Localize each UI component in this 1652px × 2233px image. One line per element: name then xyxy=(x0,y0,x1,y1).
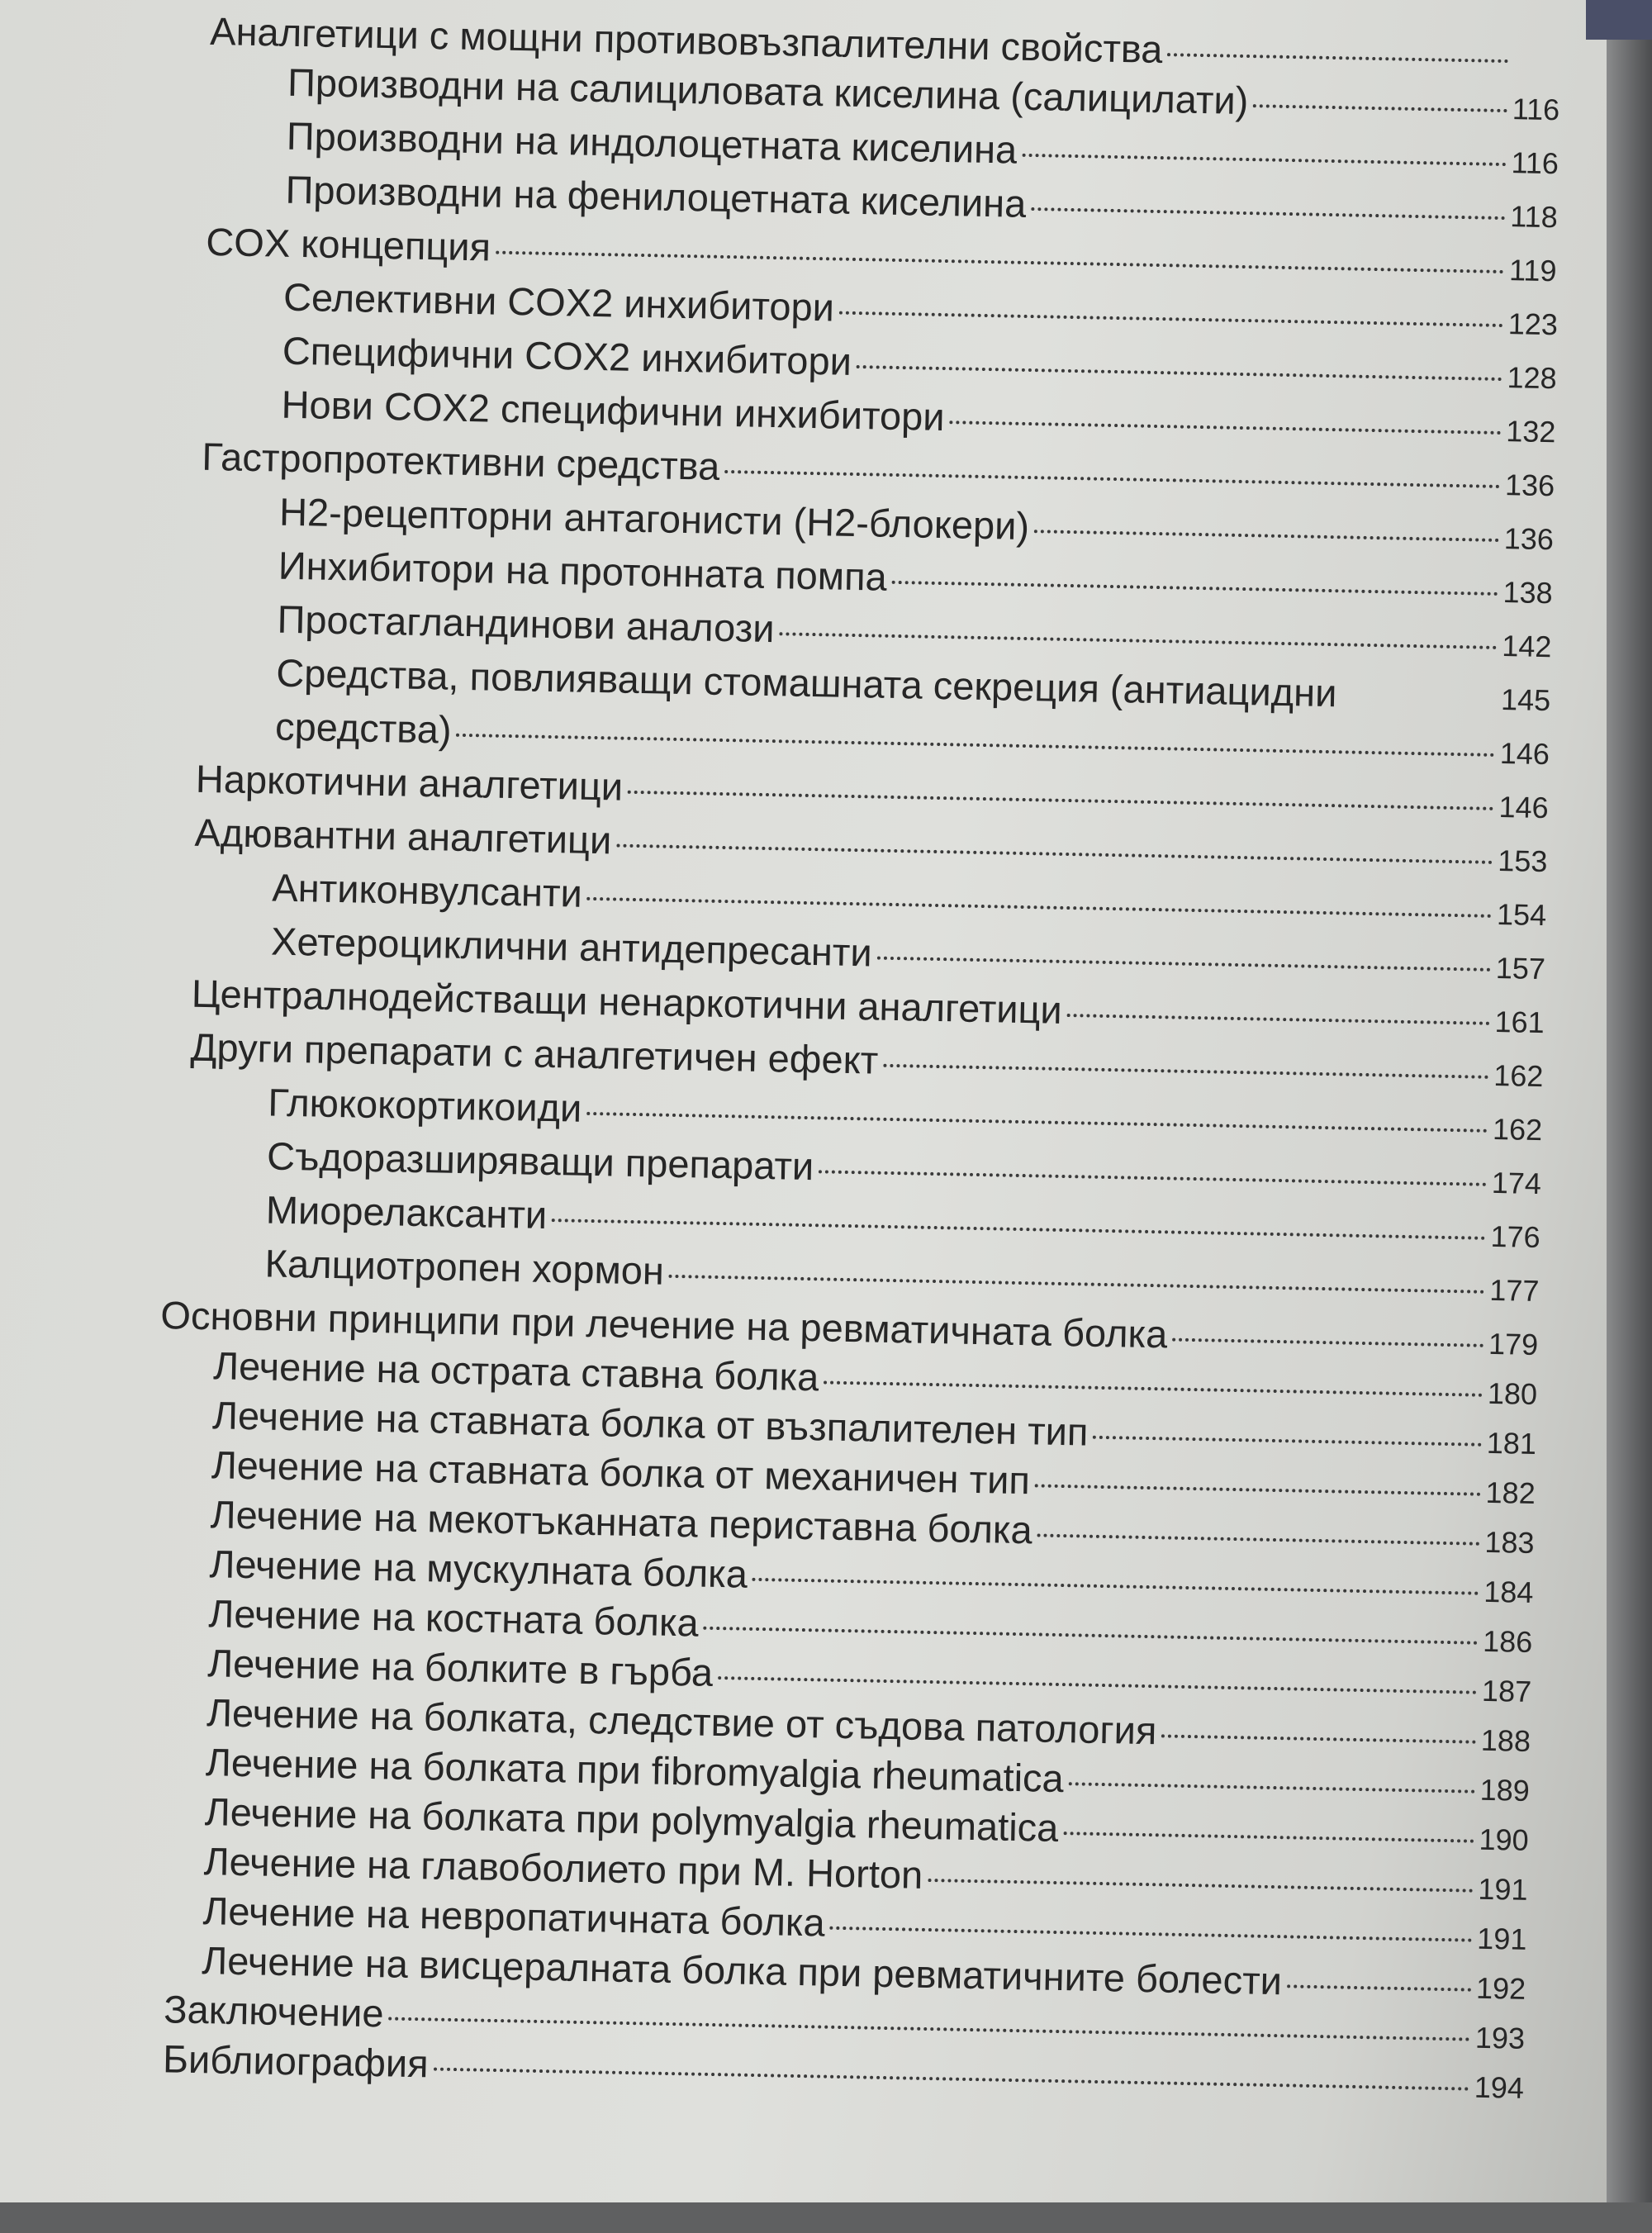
toc-entry-title: Лечение на главоболието при M. Horton xyxy=(203,1839,923,1897)
toc-entry-page: 191 xyxy=(1478,1871,1528,1907)
toc-entry-title: Нови COX2 специфични инхибитори xyxy=(281,382,946,439)
dot-leader xyxy=(892,581,1498,596)
toc-entry-page: 193 xyxy=(1474,2020,1526,2055)
dot-leader xyxy=(1067,1014,1490,1025)
dot-leader xyxy=(434,2068,1469,2091)
toc-entry-title: Производни на салициловата киселина (салицилати) xyxy=(287,59,1249,123)
toc-entry-page: 161 xyxy=(1494,1004,1545,1040)
toc-entry-page: 192 xyxy=(1475,1970,1526,2006)
toc-entry-page: 184 xyxy=(1483,1574,1534,1609)
toc-entry-title: Библиография xyxy=(162,2036,430,2086)
toc-entry-page: 180 xyxy=(1487,1375,1538,1412)
toc-entry-title: Хетероциклични антидепресанти xyxy=(270,919,873,975)
toc-entry-title: Гастропротективни средства xyxy=(201,434,720,488)
dot-leader xyxy=(883,1064,1488,1079)
dot-leader xyxy=(1035,1484,1481,1495)
toc-entry-page: 123 xyxy=(1507,306,1559,342)
toc-entry-page: 174 xyxy=(1491,1165,1542,1201)
toc-entry-title: Лечение на ставната болка от механичен тип xyxy=(211,1442,1031,1503)
dot-leader xyxy=(388,2017,1470,2041)
toc-entry-title: Специфични COX2 инхибитори xyxy=(282,328,852,383)
toc-entry-title: Антиконвулсанти xyxy=(271,865,583,915)
toc-entry-page: 186 xyxy=(1482,1623,1533,1659)
toc-entry-title: Наркотични аналгетици xyxy=(195,756,624,809)
toc-entry-title: Лечение на висцералната болка при ревматичните болести xyxy=(201,1938,1283,2003)
dot-leader xyxy=(552,1219,1486,1240)
dot-leader xyxy=(830,1927,1473,1942)
dot-leader xyxy=(628,791,1494,810)
toc-entry-page: 157 xyxy=(1495,950,1546,986)
toc-entry-page: 118 xyxy=(1509,199,1559,235)
toc-entry-page: 116 xyxy=(1511,145,1559,181)
toc-entry-page: 190 xyxy=(1479,1822,1530,1857)
toc-entry-title: Миорелаксанти xyxy=(265,1187,548,1237)
toc-entry-title: Производни на индолоцетната киселина xyxy=(286,113,1018,172)
toc-entry-page: 128 xyxy=(1507,360,1558,396)
toc-entry-title: Лечение на ставната болка от възпалителен тип xyxy=(211,1393,1089,1454)
toc-entry-page: 194 xyxy=(1474,2069,1525,2105)
dot-leader xyxy=(586,1112,1488,1133)
toc-entry-title: Лечение на мускулната болка xyxy=(209,1542,748,1596)
toc-entry-page: 154 xyxy=(1496,896,1547,933)
toc-entry-title: Селективни COX2 инхибитори xyxy=(282,274,835,330)
dot-leader xyxy=(587,897,1492,918)
toc-entry-title: Лечение на мекотъканната периставна болка xyxy=(210,1492,1033,1552)
dot-leader xyxy=(1093,1436,1482,1447)
toc-entry-page: 146 xyxy=(1498,790,1550,825)
toc-entry-page: 153 xyxy=(1497,843,1548,879)
dot-leader xyxy=(1287,1984,1471,1991)
toc-entry-title: Съдоразширяващи препарати xyxy=(266,1133,814,1189)
toc-entry-page: 189 xyxy=(1479,1772,1531,1808)
toc-entry-page: 182 xyxy=(1485,1475,1536,1511)
toc-entry-title: Лечение на болките в гърба xyxy=(206,1641,714,1694)
dot-leader xyxy=(1069,1782,1475,1793)
toc-entry-title: Лечение на болката, следствие от съдова патология xyxy=(206,1690,1157,1753)
dot-leader xyxy=(857,365,1502,381)
dot-leader xyxy=(928,1879,1473,1893)
dot-leader xyxy=(496,251,1504,273)
dot-leader xyxy=(876,957,1490,972)
dot-leader xyxy=(1063,1832,1474,1843)
dot-leader xyxy=(669,1275,1485,1294)
dot-leader xyxy=(949,420,1501,435)
toc-entry-title: Заключение xyxy=(163,1987,385,2036)
toc-entry-page: 142 xyxy=(1501,629,1552,664)
toc-entry-title: Други препарати с аналгетичен ефект xyxy=(190,1024,879,1082)
toc-entry-title: Централнодействащи ненаркотични аналгетици xyxy=(191,971,1063,1032)
dot-leader xyxy=(1172,1338,1483,1347)
toc-entry-page: 191 xyxy=(1476,1921,1527,1956)
toc-entry-page: 136 xyxy=(1503,521,1555,557)
toc-entry-title: Глюкокортикоиди xyxy=(267,1080,582,1130)
dot-leader xyxy=(724,470,1500,488)
dot-leader xyxy=(1037,1533,1480,1545)
dot-leader xyxy=(1022,154,1506,166)
dot-leader xyxy=(616,844,1493,864)
dot-leader xyxy=(779,632,1497,649)
toc-entry-title: Адювантни аналгетици xyxy=(194,810,612,862)
toc-entry-title: Лечение на острата ставна болка xyxy=(212,1343,819,1399)
dot-leader xyxy=(752,1578,1479,1595)
dot-leader xyxy=(1034,530,1499,542)
toc-entry-page: 162 xyxy=(1493,1057,1544,1094)
toc-entry-page: 177 xyxy=(1488,1272,1540,1309)
dot-leader xyxy=(704,1627,1479,1645)
dot-leader xyxy=(1161,1734,1476,1743)
toc-entry-title: Простагландинови аналози xyxy=(277,596,776,651)
dot-leader xyxy=(819,1170,1487,1186)
toc-entry-title: Калциотропен хормон xyxy=(264,1241,665,1293)
toc-entry-title: средства) xyxy=(274,704,453,752)
toc-entry-title: Основни принципи при лечение на ревматичната болка xyxy=(159,1293,1168,1356)
toc-entry-page xyxy=(1513,69,1556,70)
toc-entry-title: Средства, повлияващи стомашната секреция (антиацидни xyxy=(275,650,1337,715)
toc-entry-title: Лечение на болката при fibromyalgia rheumatica xyxy=(205,1740,1065,1801)
toc-entry-title: Аналгетици с мощни противовъзпалителни свойства xyxy=(209,8,1164,72)
toc-entry-page: 181 xyxy=(1486,1425,1537,1461)
toc-entry-page: 145 xyxy=(1500,682,1551,718)
toc-entry-title: COX концепция xyxy=(205,219,491,269)
toc-entry-title: Лечение на болката при polymyalgia rheumatica xyxy=(204,1789,1059,1851)
toc-entry-page: 183 xyxy=(1484,1524,1535,1561)
dot-leader xyxy=(718,1676,1477,1694)
dot-leader xyxy=(456,734,1494,757)
toc-entry-title: Инхибитори на протонната помпа xyxy=(278,543,888,599)
dot-leader xyxy=(1167,53,1508,63)
toc-entry-page: 119 xyxy=(1508,253,1557,288)
toc-entry-page: 176 xyxy=(1490,1219,1541,1255)
dot-leader xyxy=(824,1380,1483,1396)
toc-entry-page: 179 xyxy=(1488,1326,1539,1362)
dot-leader xyxy=(1253,104,1507,112)
toc-entry-page: 187 xyxy=(1481,1673,1532,1708)
toc-entry-page: 162 xyxy=(1492,1111,1543,1147)
toc-entry-page: 146 xyxy=(1499,736,1550,772)
toc-entry-page: 188 xyxy=(1480,1722,1531,1758)
toc-entry-page: 116 xyxy=(1512,92,1560,127)
toc-entry-page: 132 xyxy=(1505,414,1556,449)
dot-leader xyxy=(1031,207,1505,220)
toc-entry-title: Производни на фенилоцетната киселина xyxy=(285,167,1027,226)
toc-entry-title: H2-рецепторни антагонисти (H2-блокери) xyxy=(278,489,1030,549)
toc-entry-title: Лечение на костната болка xyxy=(208,1591,700,1645)
toc-entry-page: 136 xyxy=(1504,468,1555,503)
toc-entry-title: Лечение на невропатичната болка xyxy=(202,1889,826,1945)
dot-leader xyxy=(839,311,1503,327)
page-edge-shadow xyxy=(1607,0,1652,2202)
toc-entry-page: 138 xyxy=(1502,575,1554,611)
